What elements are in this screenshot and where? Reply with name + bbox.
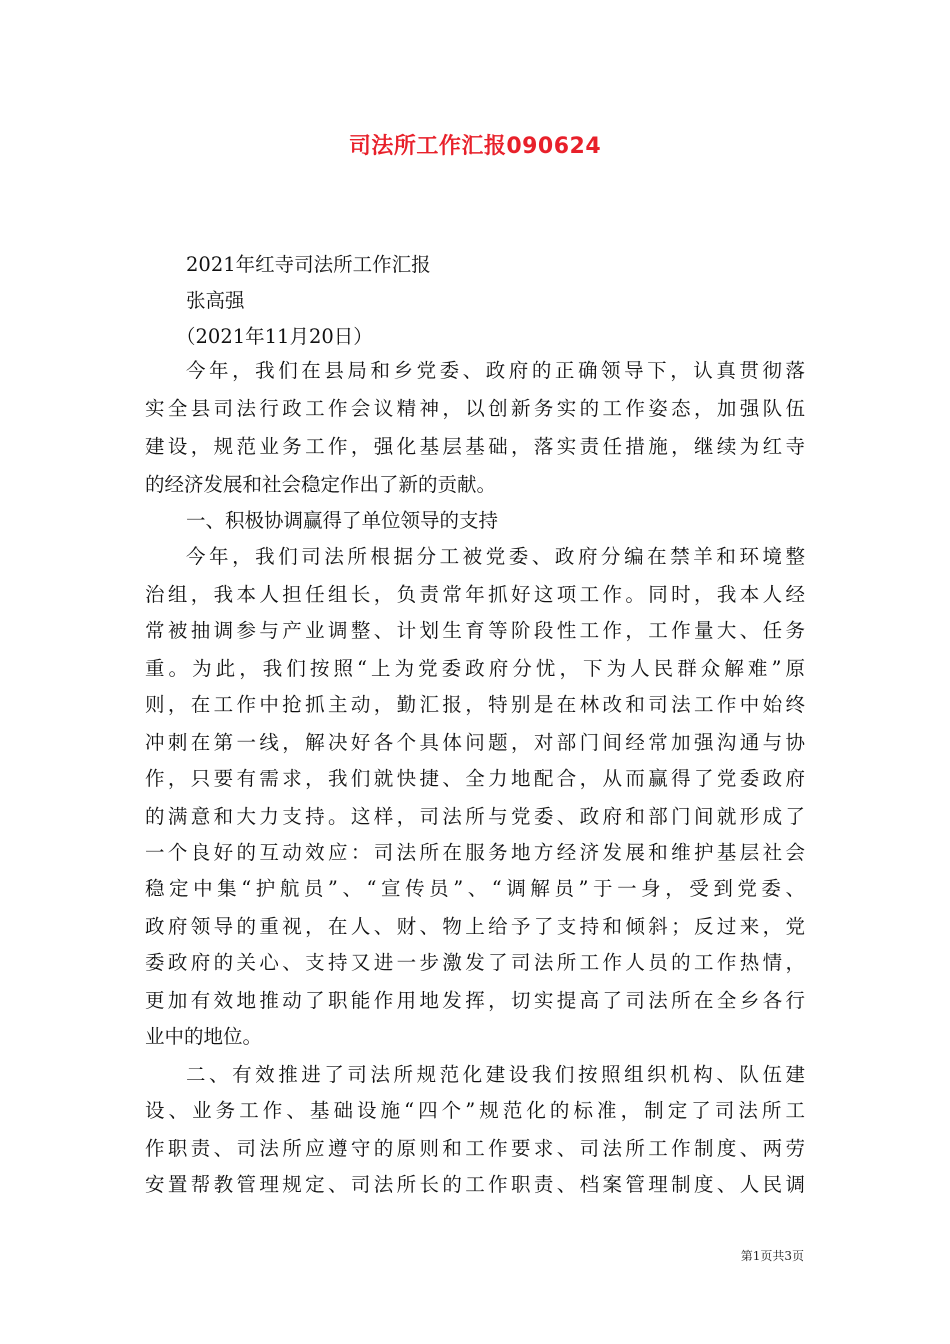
paragraph-line: 业中的地位。 [145, 1025, 263, 1048]
paragraph-line: 作，只要有需求，我们就快捷、全力地配合，从而赢得了党委政府 [145, 767, 805, 790]
section-heading: 一、积极协调赢得了单位领导的支持 [186, 509, 499, 532]
paragraph-line: 则，在工作中抢抓主动，勤汇报，特别是在林改和司法工作中始终 [145, 693, 805, 716]
paragraph-line: 设、业务工作、基础设施“四个”规范化的标准，制定了司法所工 [145, 1099, 805, 1122]
section-heading-line: 二、有效推进了司法所规范化建设我们按照组织机构、队伍建 [186, 1063, 805, 1086]
paragraph-line: 更加有效地推动了职能作用地发挥，切实提高了司法所在全乡各行 [145, 989, 805, 1012]
document-author: 张高强 [186, 289, 245, 312]
page-number: 第1页共3页 [740, 1249, 804, 1263]
document-subtitle: 2021年红寺司法所工作汇报 [186, 253, 431, 276]
document-date: （2021年11月20日） [176, 325, 373, 348]
paragraph-line: 建设，规范业务工作，强化基层基础，落实责任措施，继续为红寺 [145, 435, 805, 458]
paragraph-line: 今年，我们司法所根据分工被党委、政府分编在禁羊和环境整 [186, 545, 805, 568]
paragraph-line: 实全县司法行政工作会议精神，以创新务实的工作姿态，加强队伍 [145, 397, 805, 420]
paragraph-line: 委政府的关心、支持又进一步激发了司法所工作人员的工作热情， [145, 951, 805, 974]
paragraph-line: 今年，我们在县局和乡党委、政府的正确领导下，认真贯彻落 [186, 359, 805, 382]
document-title: 司法所工作汇报090624 [348, 134, 602, 159]
paragraph-line: 政府领导的重视，在人、财、物上给予了支持和倾斜；反过来，党 [145, 915, 805, 938]
paragraph-line: 作职责、司法所应遵守的原则和工作要求、司法所工作制度、两劳 [145, 1137, 805, 1160]
paragraph-line: 一个良好的互动效应：司法所在服务地方经济发展和维护基层社会 [145, 841, 805, 864]
paragraph-line: 常被抽调参与产业调整、计划生育等阶段性工作，工作量大、任务 [145, 619, 805, 642]
paragraph-line: 重。为此，我们按照“上为党委政府分忧，下为人民群众解难”原 [145, 657, 805, 680]
paragraph-line: 的满意和大力支持。这样，司法所与党委、政府和部门间就形成了 [145, 805, 805, 828]
paragraph-line: 稳定中集“护航员”、“宣传员”、“调解员”于一身，受到党委、 [145, 877, 805, 900]
paragraph-line: 冲刺在第一线，解决好各个具体问题，对部门间经常加强沟通与协 [145, 731, 805, 754]
paragraph-line: 安置帮教管理规定、司法所长的工作职责、档案管理制度、人民调 [145, 1173, 805, 1196]
paragraph-line: 治组，我本人担任组长，负责常年抓好这项工作。同时，我本人经 [145, 583, 805, 606]
paragraph-line: 的经济发展和社会稳定作出了新的贡献。 [145, 473, 497, 496]
